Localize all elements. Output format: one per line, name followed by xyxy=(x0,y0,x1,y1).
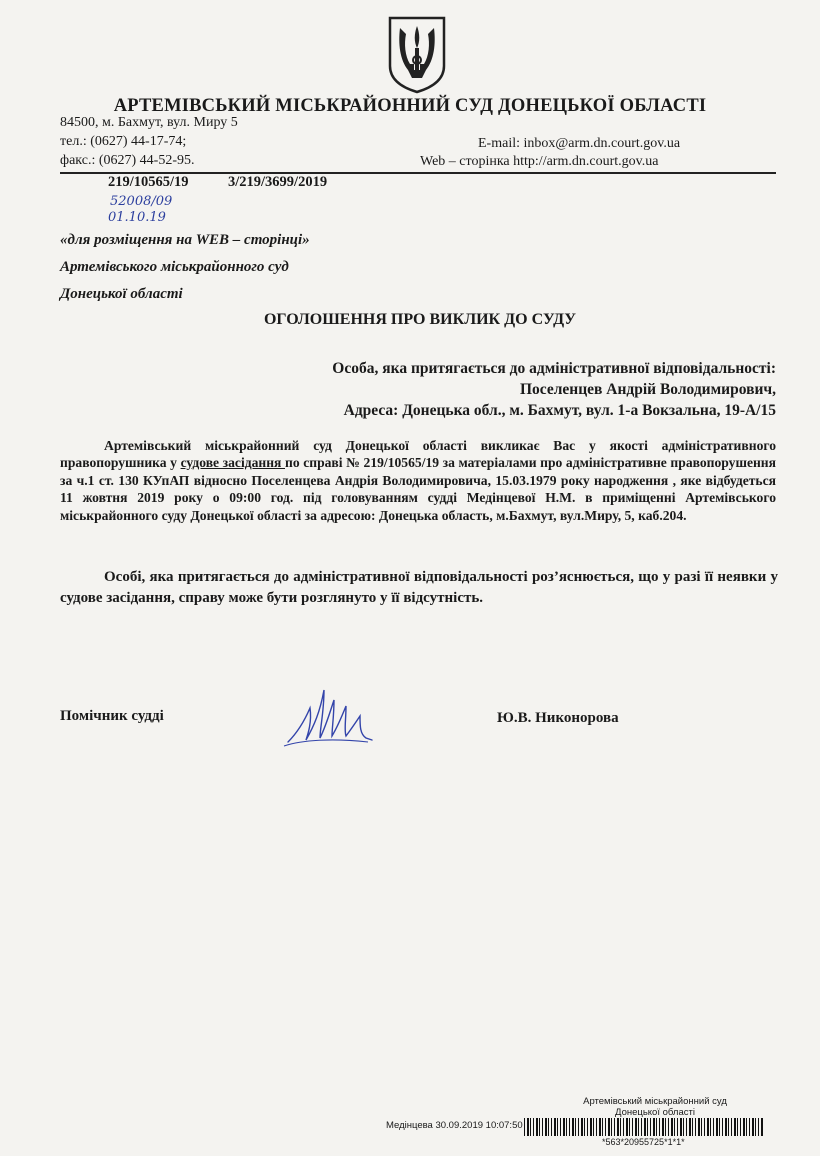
party-address: Адреса: Донецька обл., м. Бахмут, вул. 1-а Вокзальна, 19-А/15 xyxy=(343,402,776,419)
case-number: 219/10565/19 xyxy=(108,174,189,190)
court-fax: факс.: (0627) 44-52-95. xyxy=(60,153,195,168)
absence-notice-text: Особі, яка притягається до адміністративної відповідальності роз’яснюється, що у разі її неявки у судове засідання, справу може бути розглянуто у її відсутність. xyxy=(60,569,778,606)
recipient-line-1: «для розміщення на WEB – сторінці» xyxy=(60,232,310,248)
stamp-organization-line-1: Артемівський міськрайонний суд xyxy=(583,1096,727,1107)
proceeding-number: 3/219/3699/2019 xyxy=(228,174,328,190)
absence-notice xyxy=(60,567,778,609)
handwritten-number: 52008/09 xyxy=(110,194,173,209)
recipient-line-3: Донецької області xyxy=(60,286,183,302)
court-phone: тел.: (0627) 44-17-74; xyxy=(60,134,187,149)
party-role: Особа, яка притягається до адміністративної відповідальності: xyxy=(332,360,776,377)
signatory-position: Помічник судді xyxy=(60,708,164,724)
court-address: 84500, м. Бахмут, вул. Миру 5 xyxy=(60,115,238,130)
handwritten-signature xyxy=(282,682,374,754)
court-email: E-mail: inbox@arm.dn.court.gov.ua xyxy=(478,136,681,151)
stamp-organization-line-2: Донецької області xyxy=(615,1107,695,1118)
signatory-name: Ю.В. Никонорова xyxy=(497,710,619,726)
stamp-registration: Медінцева 30.09.2019 10:07:50 xyxy=(386,1120,523,1131)
summons-text-end: по справі № 219/10565/19 за матеріалами про адміністративне правопорушення за ч.1 ст. 130 КУпАП відносно Поселенцева Андрія Володимировича, 15.03.1979 року народження , яке відбудеться 11 жовтня 2019 року о 09:00 год. під головуванням судді Медінцевої Н.М. в приміщенні Артемівського міськрайонного суду Донецької області за адресою: Донецька область, м.Бахмут, вул.Миру, 5, каб.204. xyxy=(60,455,776,523)
handwritten-registration-note xyxy=(106,191,202,225)
barcode-number: *563*20955725*1*1* xyxy=(602,1137,685,1147)
court-name: АРТЕМІВСЬКИЙ МІСЬКРАЙОННИЙ СУД ДОНЕЦЬКОЇ ОБЛАСТІ xyxy=(113,96,707,116)
party-name: Поселенцев Андрій Володимирович, xyxy=(519,381,776,398)
summons-text-start: Артемівський міськрайонний суд Донецької області викликає Вас у якості адміністративного правопорушника у xyxy=(60,438,776,471)
recipient-line-2: Артемівського міськрайонного суд xyxy=(60,259,289,275)
trident-emblem-icon xyxy=(386,14,448,94)
summons-text-underlined: судове засідання xyxy=(180,455,285,471)
summons-body xyxy=(60,437,776,524)
handwritten-date: 01.10.19 xyxy=(108,210,166,225)
court-website: Web – сторінка http://arm.dn.court.gov.ua xyxy=(420,154,659,169)
document-title: ОГОЛОШЕННЯ ПРО ВИКЛИК ДО СУДУ xyxy=(263,311,577,328)
barcode xyxy=(524,1118,764,1136)
